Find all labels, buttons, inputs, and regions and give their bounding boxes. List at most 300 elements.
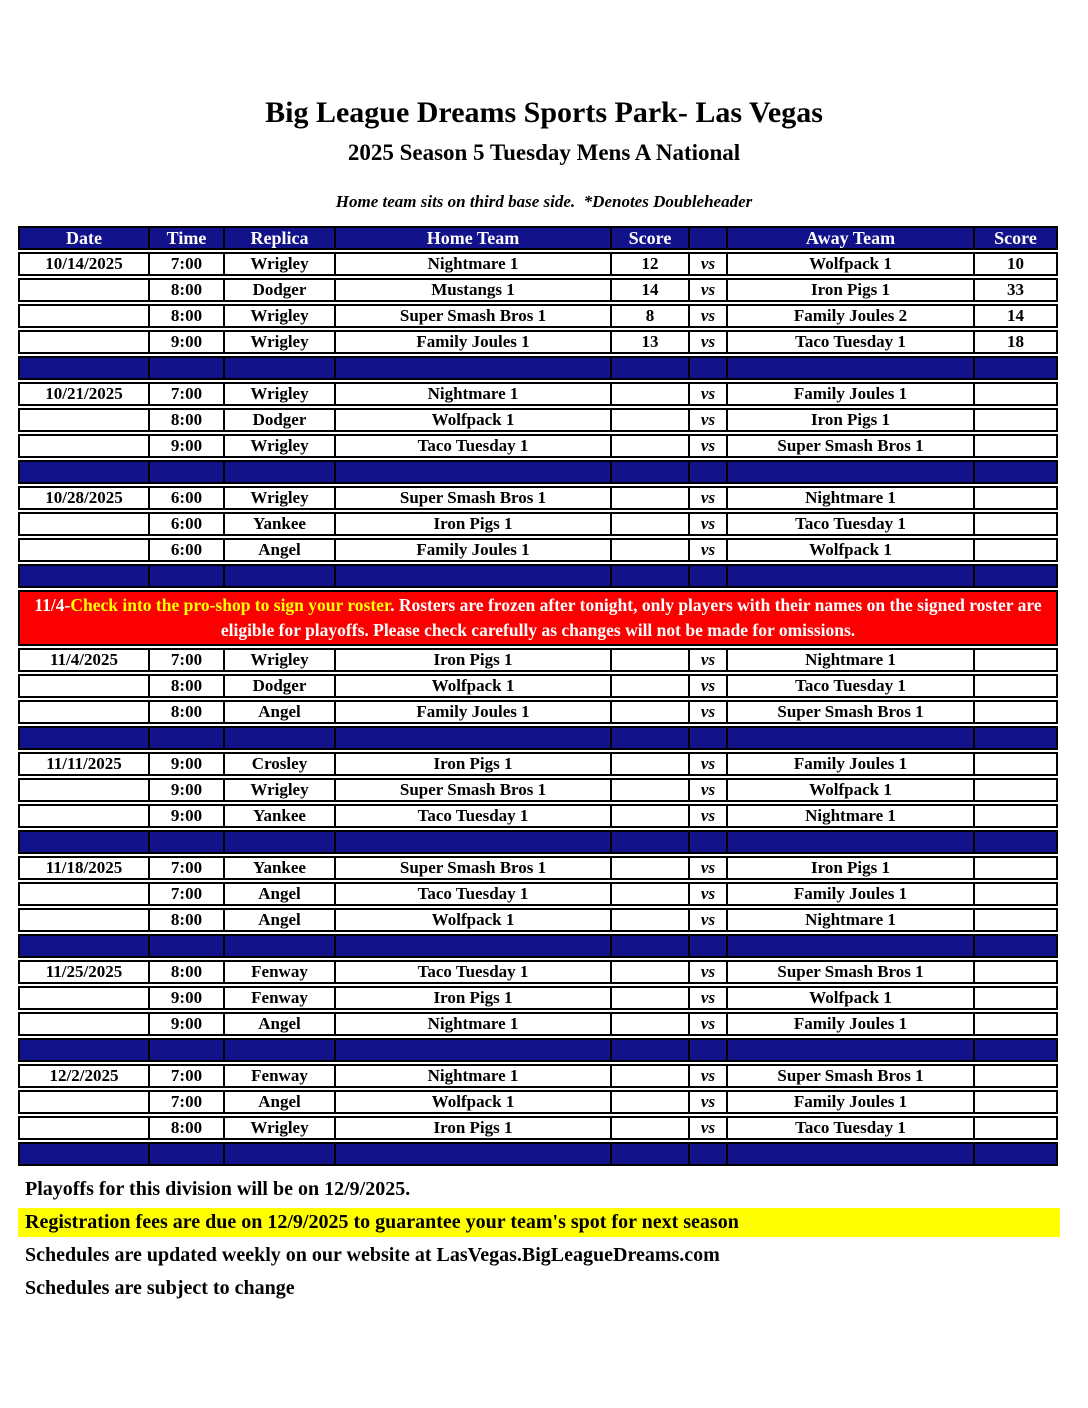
separator-cell xyxy=(690,830,728,854)
separator-cell xyxy=(336,726,612,750)
separator-cell xyxy=(612,460,690,484)
game-row xyxy=(18,434,1058,458)
date-cell: 10/14/2025 xyxy=(18,252,150,276)
home-team-cell: Taco Tuesday 1 xyxy=(336,882,612,906)
separator-cell xyxy=(150,830,225,854)
date-cell xyxy=(18,434,150,458)
home-team-cell: Wolfpack 1 xyxy=(336,908,612,932)
away-team-cell: Super Smash Bros 1 xyxy=(728,434,975,458)
separator-cell xyxy=(690,726,728,750)
time-cell: 7:00 xyxy=(150,648,225,672)
replica-cell: Dodger xyxy=(225,408,336,432)
date-cell xyxy=(18,908,150,932)
away-team-cell: Super Smash Bros 1 xyxy=(728,700,975,724)
vs-cell: vs xyxy=(690,486,728,510)
home-team-cell: Super Smash Bros 1 xyxy=(336,778,612,802)
separator-cell xyxy=(612,934,690,958)
date-cell xyxy=(18,778,150,802)
away-team-cell: Wolfpack 1 xyxy=(728,252,975,276)
separator-cell xyxy=(336,564,612,588)
date-cell xyxy=(18,304,150,328)
separator-row xyxy=(18,934,1058,958)
date-cell: 12/2/2025 xyxy=(18,1064,150,1088)
vs-cell: vs xyxy=(690,856,728,880)
column-header: Score xyxy=(612,226,690,250)
game-row xyxy=(18,804,1058,828)
away-score-cell: 10 xyxy=(975,252,1058,276)
time-cell: 7:00 xyxy=(150,856,225,880)
separator-cell xyxy=(225,356,336,380)
date-cell xyxy=(18,882,150,906)
replica-cell: Angel xyxy=(225,700,336,724)
separator-cell xyxy=(612,1038,690,1062)
replica-cell: Angel xyxy=(225,1012,336,1036)
home-team-cell: Iron Pigs 1 xyxy=(336,752,612,776)
replica-cell: Dodger xyxy=(225,674,336,698)
time-cell: 6:00 xyxy=(150,538,225,562)
away-score-cell xyxy=(975,752,1058,776)
footer-notes xyxy=(18,1175,1060,1303)
column-header xyxy=(690,226,728,250)
away-team-cell: Taco Tuesday 1 xyxy=(728,674,975,698)
time-cell: 8:00 xyxy=(150,304,225,328)
away-team-cell: Family Joules 1 xyxy=(728,1012,975,1036)
vs-cell: vs xyxy=(690,408,728,432)
separator-cell xyxy=(18,356,150,380)
subject-to-change-note: Schedules are subject to change xyxy=(25,1277,295,1299)
game-row xyxy=(18,1012,1058,1036)
vs-cell: vs xyxy=(690,252,728,276)
roster-banner-row xyxy=(18,590,1058,646)
game-row xyxy=(18,960,1058,984)
separator-cell xyxy=(336,1142,612,1166)
replica-cell: Yankee xyxy=(225,856,336,880)
date-cell xyxy=(18,512,150,536)
separator-row xyxy=(18,460,1058,484)
game-row xyxy=(18,908,1058,932)
game-row xyxy=(18,700,1058,724)
away-team-cell: Wolfpack 1 xyxy=(728,538,975,562)
replica-cell: Wrigley xyxy=(225,434,336,458)
home-score-cell xyxy=(612,804,690,828)
game-row xyxy=(18,1090,1058,1114)
replica-cell: Wrigley xyxy=(225,1116,336,1140)
home-score-cell xyxy=(612,960,690,984)
separator-cell xyxy=(612,726,690,750)
registration-note: Registration fees are due on 12/9/2025 to guarantee your team's spot for next season xyxy=(18,1208,1060,1237)
away-score-cell xyxy=(975,1064,1058,1088)
away-team-cell: Nightmare 1 xyxy=(728,486,975,510)
away-score-cell xyxy=(975,512,1058,536)
time-cell: 9:00 xyxy=(150,752,225,776)
home-score-cell xyxy=(612,908,690,932)
home-team-cell: Taco Tuesday 1 xyxy=(336,960,612,984)
home-team-cell: Nightmare 1 xyxy=(336,382,612,406)
separator-cell xyxy=(150,726,225,750)
vs-cell: vs xyxy=(690,908,728,932)
separator-cell xyxy=(18,726,150,750)
game-row xyxy=(18,986,1058,1010)
date-cell: 10/21/2025 xyxy=(18,382,150,406)
date-cell xyxy=(18,408,150,432)
separator-cell xyxy=(728,356,975,380)
replica-cell: Fenway xyxy=(225,1064,336,1088)
page-subtitle: 2025 Season 5 Tuesday Mens A National xyxy=(347,140,741,165)
home-score-cell xyxy=(612,778,690,802)
date-cell: 11/4/2025 xyxy=(18,648,150,672)
replica-cell: Wrigley xyxy=(225,304,336,328)
separator-cell xyxy=(728,1038,975,1062)
away-score-cell xyxy=(975,986,1058,1010)
game-row xyxy=(18,408,1058,432)
date-cell xyxy=(18,278,150,302)
date-cell xyxy=(18,330,150,354)
vs-cell: vs xyxy=(690,434,728,458)
home-score-cell: 14 xyxy=(612,278,690,302)
separator-cell xyxy=(612,356,690,380)
vs-cell: vs xyxy=(690,960,728,984)
home-score-cell: 13 xyxy=(612,330,690,354)
away-score-cell xyxy=(975,1090,1058,1114)
vs-cell: vs xyxy=(690,648,728,672)
game-row xyxy=(18,538,1058,562)
separator-cell xyxy=(336,934,612,958)
date-cell xyxy=(18,986,150,1010)
replica-cell: Yankee xyxy=(225,512,336,536)
separator-cell xyxy=(975,1142,1058,1166)
away-team-cell: Super Smash Bros 1 xyxy=(728,1064,975,1088)
game-row xyxy=(18,382,1058,406)
separator-cell xyxy=(975,934,1058,958)
home-team-cell: Family Joules 1 xyxy=(336,330,612,354)
separator-cell xyxy=(150,460,225,484)
vs-cell: vs xyxy=(690,382,728,406)
home-score-cell xyxy=(612,752,690,776)
separator-cell xyxy=(150,1038,225,1062)
roster-banner-cell xyxy=(18,590,1058,646)
separator-cell xyxy=(690,460,728,484)
game-row xyxy=(18,882,1058,906)
separator-cell xyxy=(690,356,728,380)
game-row xyxy=(18,648,1058,672)
vs-cell: vs xyxy=(690,804,728,828)
separator-cell xyxy=(612,1142,690,1166)
home-team-cell: Super Smash Bros 1 xyxy=(336,856,612,880)
replica-cell: Dodger xyxy=(225,278,336,302)
home-team-cell: Wolfpack 1 xyxy=(336,408,612,432)
separator-cell xyxy=(728,726,975,750)
away-team-cell: Wolfpack 1 xyxy=(728,986,975,1010)
home-score-cell xyxy=(612,512,690,536)
home-score-cell: 8 xyxy=(612,304,690,328)
home-team-cell: Super Smash Bros 1 xyxy=(336,304,612,328)
separator-cell xyxy=(150,564,225,588)
separator-row xyxy=(18,830,1058,854)
home-team-cell: Iron Pigs 1 xyxy=(336,1116,612,1140)
time-cell: 8:00 xyxy=(150,278,225,302)
date-cell: 11/11/2025 xyxy=(18,752,150,776)
game-row xyxy=(18,856,1058,880)
separator-cell xyxy=(728,1142,975,1166)
column-header: Score xyxy=(975,226,1058,250)
vs-cell: vs xyxy=(690,778,728,802)
separator-row xyxy=(18,356,1058,380)
game-row xyxy=(18,1116,1058,1140)
time-cell: 8:00 xyxy=(150,1116,225,1140)
separator-cell xyxy=(18,830,150,854)
replica-cell: Angel xyxy=(225,1090,336,1114)
away-score-cell xyxy=(975,778,1058,802)
away-team-cell: Iron Pigs 1 xyxy=(728,408,975,432)
home-score-cell xyxy=(612,486,690,510)
separator-cell xyxy=(728,460,975,484)
column-header: Away Team xyxy=(728,226,975,250)
game-row xyxy=(18,674,1058,698)
home-score-cell xyxy=(612,434,690,458)
home-team-cell: Super Smash Bros 1 xyxy=(336,486,612,510)
home-score-cell xyxy=(612,700,690,724)
vs-cell: vs xyxy=(690,512,728,536)
vs-cell: vs xyxy=(690,1012,728,1036)
game-row xyxy=(18,752,1058,776)
away-score-cell xyxy=(975,1116,1058,1140)
title-block xyxy=(0,96,1088,212)
game-row xyxy=(18,1064,1058,1088)
separator-cell xyxy=(336,830,612,854)
replica-cell: Wrigley xyxy=(225,778,336,802)
separator-cell xyxy=(150,1142,225,1166)
separator-row xyxy=(18,1038,1058,1062)
replica-cell: Yankee xyxy=(225,804,336,828)
away-team-cell: Iron Pigs 1 xyxy=(728,278,975,302)
home-score-cell xyxy=(612,1090,690,1114)
away-team-cell: Nightmare 1 xyxy=(728,648,975,672)
separator-cell xyxy=(728,934,975,958)
home-team-cell: Family Joules 1 xyxy=(336,700,612,724)
separator-cell xyxy=(225,1038,336,1062)
separator-cell xyxy=(690,1142,728,1166)
separator-cell xyxy=(225,564,336,588)
separator-cell xyxy=(728,564,975,588)
home-team-cell: Iron Pigs 1 xyxy=(336,512,612,536)
home-score-cell xyxy=(612,856,690,880)
separator-cell xyxy=(690,1038,728,1062)
separator-cell xyxy=(336,1038,612,1062)
column-header: Replica xyxy=(225,226,336,250)
home-team-cell: Iron Pigs 1 xyxy=(336,648,612,672)
schedule-table xyxy=(18,224,1058,1168)
away-score-cell: 33 xyxy=(975,278,1058,302)
game-row xyxy=(18,278,1058,302)
game-row xyxy=(18,486,1058,510)
home-team-cell: Nightmare 1 xyxy=(336,1012,612,1036)
time-cell: 7:00 xyxy=(150,882,225,906)
separator-cell xyxy=(225,726,336,750)
vs-cell: vs xyxy=(690,1064,728,1088)
time-cell: 8:00 xyxy=(150,908,225,932)
separator-cell xyxy=(225,830,336,854)
separator-cell xyxy=(975,830,1058,854)
separator-cell xyxy=(690,564,728,588)
away-team-cell: Family Joules 1 xyxy=(728,752,975,776)
column-header: Home Team xyxy=(336,226,612,250)
away-team-cell: Nightmare 1 xyxy=(728,804,975,828)
game-row xyxy=(18,512,1058,536)
replica-cell: Angel xyxy=(225,908,336,932)
away-team-cell: Wolfpack 1 xyxy=(728,778,975,802)
away-score-cell xyxy=(975,882,1058,906)
away-team-cell: Family Joules 1 xyxy=(728,382,975,406)
home-team-cell: Taco Tuesday 1 xyxy=(336,804,612,828)
away-score-cell xyxy=(975,674,1058,698)
separator-row xyxy=(18,1142,1058,1166)
replica-cell: Wrigley xyxy=(225,252,336,276)
away-team-cell: Taco Tuesday 1 xyxy=(728,512,975,536)
home-team-cell: Taco Tuesday 1 xyxy=(336,434,612,458)
separator-cell xyxy=(612,564,690,588)
separator-cell xyxy=(975,460,1058,484)
separator-cell xyxy=(18,460,150,484)
separator-cell xyxy=(150,934,225,958)
time-cell: 8:00 xyxy=(150,674,225,698)
home-score-cell xyxy=(612,1064,690,1088)
vs-cell: vs xyxy=(690,330,728,354)
website-note: Schedules are updated weekly on our website at LasVegas.BigLeagueDreams.com xyxy=(25,1244,720,1266)
away-team-cell: Nightmare 1 xyxy=(728,908,975,932)
away-team-cell: Family Joules 1 xyxy=(728,1090,975,1114)
vs-cell: vs xyxy=(690,538,728,562)
away-team-cell: Iron Pigs 1 xyxy=(728,856,975,880)
replica-cell: Fenway xyxy=(225,986,336,1010)
date-cell xyxy=(18,1116,150,1140)
away-score-cell xyxy=(975,648,1058,672)
separator-row xyxy=(18,564,1058,588)
away-score-cell xyxy=(975,538,1058,562)
home-team-cell: Iron Pigs 1 xyxy=(336,986,612,1010)
replica-cell: Wrigley xyxy=(225,330,336,354)
time-cell: 8:00 xyxy=(150,960,225,984)
home-score-cell xyxy=(612,648,690,672)
vs-cell: vs xyxy=(690,700,728,724)
time-cell: 7:00 xyxy=(150,1064,225,1088)
separator-cell xyxy=(336,356,612,380)
replica-cell: Fenway xyxy=(225,960,336,984)
vs-cell: vs xyxy=(690,882,728,906)
time-cell: 9:00 xyxy=(150,804,225,828)
column-header: Date xyxy=(18,226,150,250)
time-cell: 9:00 xyxy=(150,778,225,802)
away-team-cell: Family Joules 2 xyxy=(728,304,975,328)
away-team-cell: Super Smash Bros 1 xyxy=(728,960,975,984)
time-cell: 6:00 xyxy=(150,512,225,536)
replica-cell: Wrigley xyxy=(225,648,336,672)
away-team-cell: Taco Tuesday 1 xyxy=(728,1116,975,1140)
date-cell: 11/25/2025 xyxy=(18,960,150,984)
home-team-cell: Wolfpack 1 xyxy=(336,1090,612,1114)
time-cell: 8:00 xyxy=(150,700,225,724)
banner-prefix: 11/4- xyxy=(34,595,71,615)
date-cell xyxy=(18,804,150,828)
replica-cell: Angel xyxy=(225,538,336,562)
vs-cell: vs xyxy=(690,1116,728,1140)
time-cell: 7:00 xyxy=(150,252,225,276)
away-team-cell: Taco Tuesday 1 xyxy=(728,330,975,354)
away-team-cell: Family Joules 1 xyxy=(728,882,975,906)
home-score-cell xyxy=(612,408,690,432)
replica-cell: Angel xyxy=(225,882,336,906)
home-score-cell xyxy=(612,986,690,1010)
time-cell: 7:00 xyxy=(150,1090,225,1114)
playoffs-note: Playoffs for this division will be on 12/9/2025. xyxy=(25,1178,411,1200)
time-cell: 9:00 xyxy=(150,986,225,1010)
separator-cell xyxy=(150,356,225,380)
vs-cell: vs xyxy=(690,304,728,328)
time-cell: 6:00 xyxy=(150,486,225,510)
home-team-cell: Wolfpack 1 xyxy=(336,674,612,698)
date-cell xyxy=(18,1012,150,1036)
separator-cell xyxy=(612,830,690,854)
time-cell: 9:00 xyxy=(150,434,225,458)
date-cell xyxy=(18,674,150,698)
away-score-cell xyxy=(975,700,1058,724)
separator-cell xyxy=(225,934,336,958)
home-score-cell xyxy=(612,538,690,562)
vs-cell: vs xyxy=(690,752,728,776)
home-team-cell: Nightmare 1 xyxy=(336,1064,612,1088)
home-score-cell: 12 xyxy=(612,252,690,276)
away-score-cell xyxy=(975,856,1058,880)
game-row xyxy=(18,330,1058,354)
away-score-cell xyxy=(975,1012,1058,1036)
vs-cell: vs xyxy=(690,986,728,1010)
banner-rest: . Rosters are frozen after tonight, only players with their names on the signed roster are eligible for playoffs. Please check carefully as changes will not be made for omissions. xyxy=(220,595,1042,640)
separator-cell xyxy=(975,356,1058,380)
separator-cell xyxy=(18,1038,150,1062)
away-score-cell xyxy=(975,408,1058,432)
replica-cell: Wrigley xyxy=(225,382,336,406)
game-row xyxy=(18,252,1058,276)
time-cell: 8:00 xyxy=(150,408,225,432)
separator-cell xyxy=(336,460,612,484)
home-score-cell xyxy=(612,382,690,406)
separator-cell xyxy=(975,726,1058,750)
date-cell: 10/28/2025 xyxy=(18,486,150,510)
separator-cell xyxy=(975,1038,1058,1062)
separator-cell xyxy=(690,934,728,958)
away-score-cell xyxy=(975,804,1058,828)
date-cell xyxy=(18,700,150,724)
game-row xyxy=(18,778,1058,802)
time-cell: 9:00 xyxy=(150,330,225,354)
home-team-cell: Family Joules 1 xyxy=(336,538,612,562)
separator-cell xyxy=(225,460,336,484)
vs-cell: vs xyxy=(690,278,728,302)
home-score-cell xyxy=(612,674,690,698)
time-cell: 9:00 xyxy=(150,1012,225,1036)
home-team-note: Home team sits on third base side. *Denotes Doubleheader xyxy=(335,192,753,211)
away-score-cell: 14 xyxy=(975,304,1058,328)
date-cell xyxy=(18,1090,150,1114)
separator-row xyxy=(18,726,1058,750)
away-score-cell xyxy=(975,908,1058,932)
home-score-cell xyxy=(612,882,690,906)
date-cell: 11/18/2025 xyxy=(18,856,150,880)
date-cell xyxy=(18,538,150,562)
separator-cell xyxy=(728,830,975,854)
separator-cell xyxy=(18,564,150,588)
banner-highlight: Check into the pro-shop to sign your roster xyxy=(70,595,391,615)
time-cell: 7:00 xyxy=(150,382,225,406)
